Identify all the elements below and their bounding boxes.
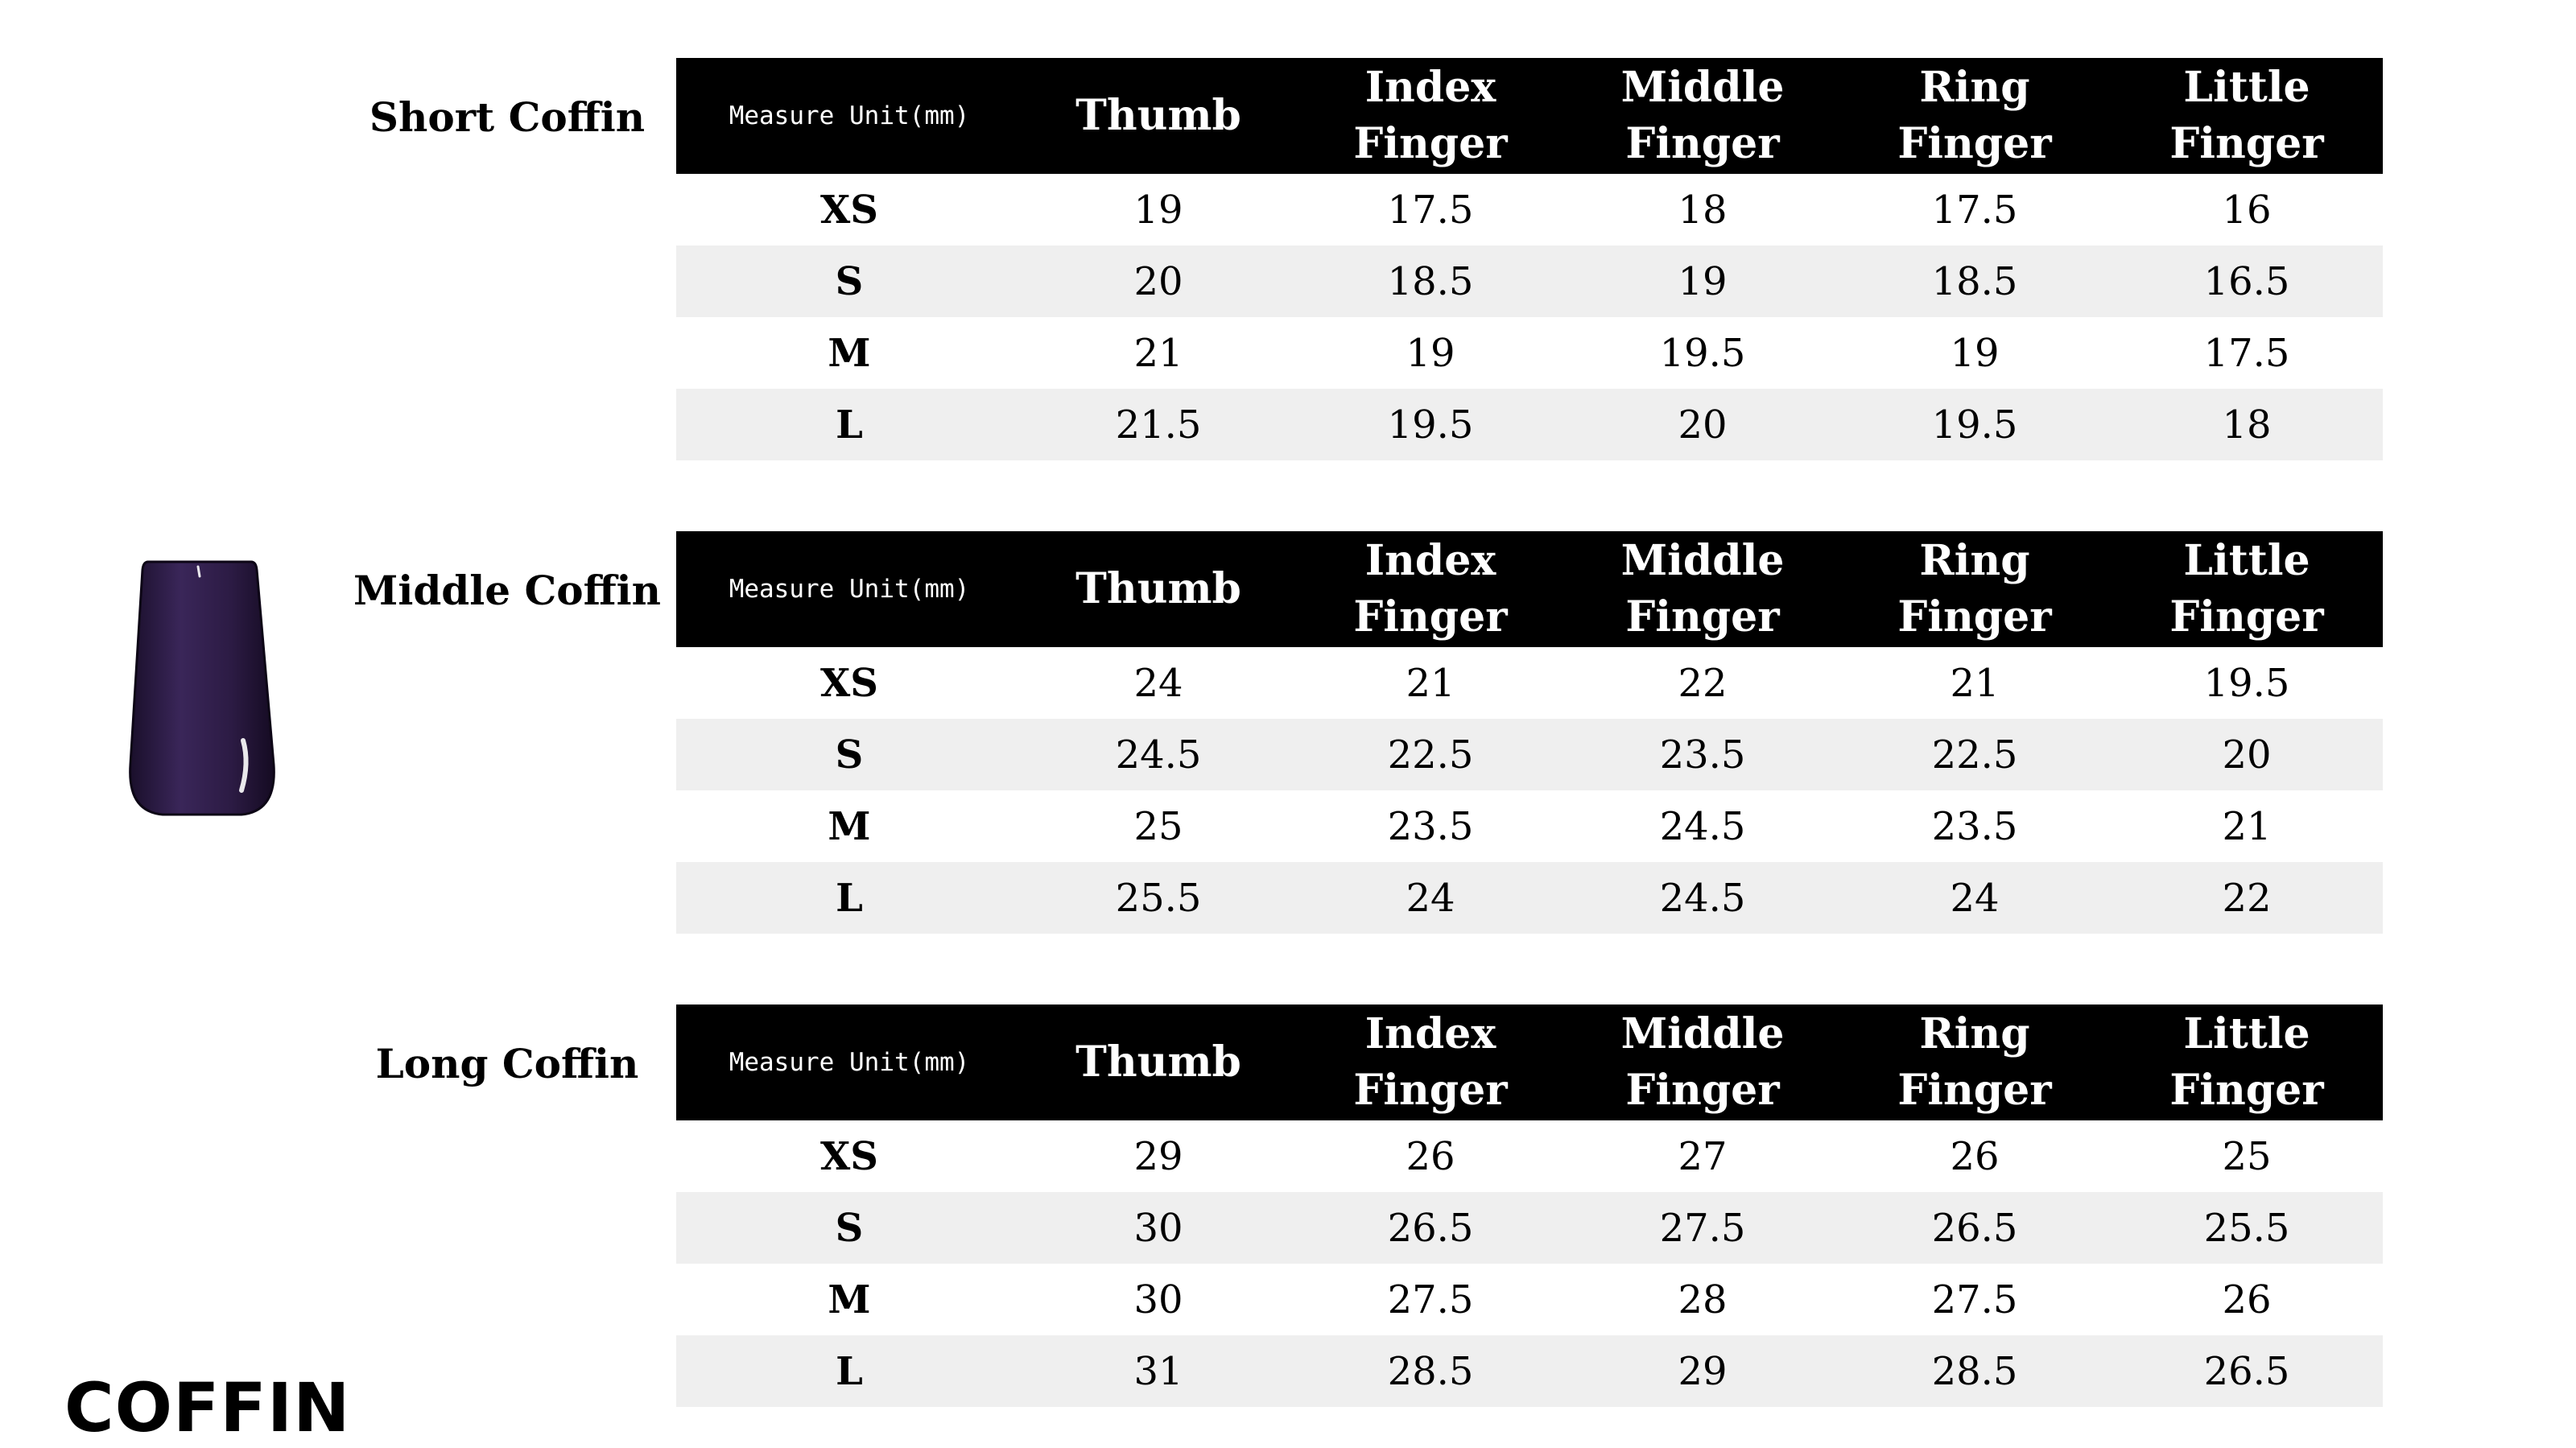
size-table: [676, 1005, 2383, 1407]
table-row: [676, 1120, 2383, 1192]
size-cell: XS: [820, 660, 878, 706]
measurement-cell: 25: [1133, 803, 1183, 849]
measurement-cell: 19: [1133, 187, 1183, 233]
measurement-cell: 19.5: [1839, 389, 2111, 460]
measurement-cell: 20: [1022, 245, 1294, 317]
measurement-cell: 23.5: [1567, 719, 1839, 790]
table-row: [676, 1264, 2383, 1335]
measurement-cell: 24: [1839, 862, 2111, 934]
size-cell: M: [828, 803, 871, 849]
size-cell: L: [676, 1335, 1022, 1407]
measurement-cell: 24: [1133, 660, 1183, 706]
measurement-cell: 27: [1678, 1133, 1728, 1179]
measurement-cell: 17.5: [2203, 330, 2290, 376]
size-cell: S: [676, 245, 1022, 317]
table-row: [676, 245, 2383, 317]
measurement-cell: 20: [1567, 389, 1839, 460]
size-cell: XS: [820, 187, 878, 233]
finger-column-header: Middle Finger: [1567, 1005, 1839, 1120]
measurement-cell: 26: [1950, 1133, 2000, 1179]
measurement-cell: 28: [1678, 1277, 1728, 1322]
finger-column-header: Ring Finger: [1839, 58, 2111, 174]
finger-column-header: Little Finger: [2111, 531, 2383, 647]
measurement-cell: 28.5: [1839, 1335, 2111, 1407]
finger-column-header: Thumb: [1022, 1005, 1294, 1120]
finger-column-header: Middle Finger: [1567, 58, 1839, 174]
measurement-cell: 21: [2222, 803, 2272, 849]
measurement-cell: 26: [1406, 1133, 1455, 1179]
size-cell: S: [676, 1192, 1022, 1264]
measurement-cell: 18.5: [1294, 245, 1567, 317]
measurement-cell: 25.5: [2111, 1192, 2383, 1264]
measurement-cell: 28.5: [1294, 1335, 1567, 1407]
finger-column-header: Thumb: [1022, 531, 1294, 647]
table-row: [676, 1192, 2383, 1264]
size-cell: M: [828, 1277, 871, 1322]
table-row: [676, 862, 2383, 934]
table-row: [676, 389, 2383, 460]
size-cell: L: [676, 389, 1022, 460]
finger-column-header: Little Finger: [2111, 1005, 2383, 1120]
measurement-cell: 19: [1950, 330, 2000, 376]
measurement-cell: 21: [1406, 660, 1455, 706]
coffin-nail-icon: [121, 555, 282, 821]
size-cell: L: [676, 862, 1022, 934]
table-row: [676, 317, 2383, 389]
measurement-cell: 22: [1678, 660, 1728, 706]
coffin-shape-illustration: [64, 547, 351, 1447]
measurement-cell: 22: [2111, 862, 2383, 934]
measurement-cell: 29: [1567, 1335, 1839, 1407]
measurement-cell: 27.5: [1387, 1277, 1474, 1322]
table-row: [676, 647, 2383, 719]
measurement-cell: 22.5: [1294, 719, 1567, 790]
measurement-cell: 19.5: [1659, 330, 1746, 376]
finger-column-header: Index Finger: [1294, 1005, 1567, 1120]
finger-column-header: Index Finger: [1294, 531, 1567, 647]
size-cell: XS: [820, 1133, 878, 1179]
finger-column-header: Little Finger: [2111, 58, 2383, 174]
table-row: [676, 174, 2383, 245]
table-row: [676, 719, 2383, 790]
measurement-cell: 20: [2111, 719, 2383, 790]
measurement-cell: 17.5: [1931, 187, 2018, 233]
measurement-cell: 31: [1022, 1335, 1294, 1407]
measurement-cell: 29: [1133, 1133, 1183, 1179]
measurement-cell: 21: [1133, 330, 1183, 376]
measurement-cell: 27.5: [1931, 1277, 2018, 1322]
measurement-cell: 18.5: [1839, 245, 2111, 317]
measurement-cell: 27.5: [1567, 1192, 1839, 1264]
measurement-cell: 25: [2222, 1133, 2272, 1179]
section-title: Middle Coffin: [353, 567, 661, 614]
shape-label: COFFIN: [64, 1368, 351, 1447]
measurement-cell: 21.5: [1022, 389, 1294, 460]
finger-column-header: Ring Finger: [1839, 531, 2111, 647]
measurement-cell: 24.5: [1022, 719, 1294, 790]
finger-column-header: Index Finger: [1294, 58, 1567, 174]
measurement-cell: 19: [1567, 245, 1839, 317]
measurement-cell: 23.5: [1931, 803, 2018, 849]
size-cell: S: [676, 719, 1022, 790]
measurement-cell: 30: [1133, 1277, 1183, 1322]
header-row: [676, 58, 2383, 174]
measurement-cell: 26: [2222, 1277, 2272, 1322]
measurement-cell: 16.5: [2111, 245, 2383, 317]
measurement-cell: 19: [1406, 330, 1455, 376]
measurement-cell: 22.5: [1839, 719, 2111, 790]
measurement-cell: 24.5: [1567, 862, 1839, 934]
measurement-cell: 30: [1022, 1192, 1294, 1264]
section-title: Long Coffin: [375, 1040, 639, 1087]
measure-unit-header: Measure Unit(mm): [676, 531, 1022, 647]
measurement-cell: 19.5: [1294, 389, 1567, 460]
header-row: [676, 1005, 2383, 1120]
measurement-cell: 17.5: [1387, 187, 1474, 233]
finger-column-header: Thumb: [1022, 58, 1294, 174]
measurement-cell: 26.5: [2111, 1335, 2383, 1407]
measurement-cell: 24: [1294, 862, 1567, 934]
measurement-cell: 23.5: [1387, 803, 1474, 849]
table-row: [676, 790, 2383, 862]
measurement-cell: 26.5: [1839, 1192, 2111, 1264]
measurement-cell: 21: [1950, 660, 2000, 706]
measurement-cell: 18: [1678, 187, 1728, 233]
measurement-cell: 25.5: [1022, 862, 1294, 934]
size-table: [676, 58, 2383, 460]
size-cell: M: [828, 330, 871, 376]
size-table: [676, 531, 2383, 934]
finger-column-header: Ring Finger: [1839, 1005, 2111, 1120]
measure-unit-header: Measure Unit(mm): [676, 1005, 1022, 1120]
measurement-cell: 16: [2222, 187, 2272, 233]
measurement-cell: 24.5: [1659, 803, 1746, 849]
section-title: Short Coffin: [369, 93, 646, 141]
measurement-cell: 26.5: [1294, 1192, 1567, 1264]
finger-column-header: Middle Finger: [1567, 531, 1839, 647]
measurement-cell: 19.5: [2203, 660, 2290, 706]
header-row: [676, 531, 2383, 647]
table-row: [676, 1335, 2383, 1407]
measure-unit-header: Measure Unit(mm): [676, 58, 1022, 174]
measurement-cell: 18: [2111, 389, 2383, 460]
